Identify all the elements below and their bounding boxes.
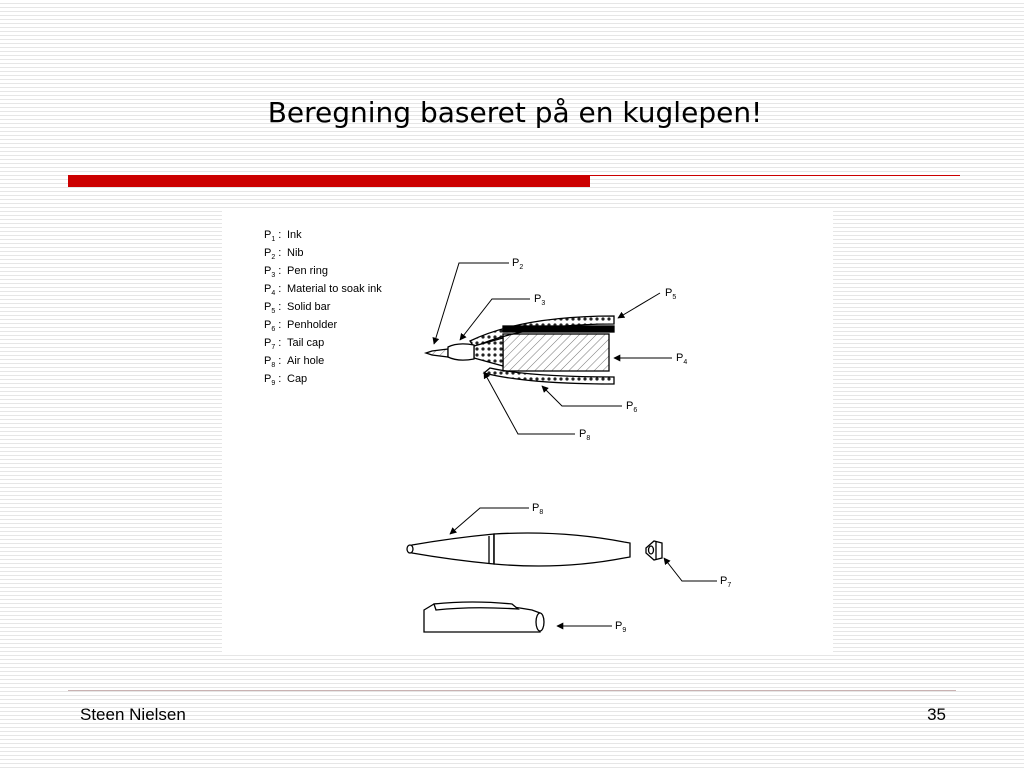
legend-label: Penholder	[287, 319, 338, 331]
pen-diagram	[222, 208, 833, 655]
svg-text:P8 :: $P_8$ :	[264, 355, 282, 369]
legend-label: Tail cap	[287, 337, 325, 349]
legend-item	[264, 337, 324, 351]
legend	[264, 229, 382, 387]
callout-p2: $P_2$	[512, 257, 524, 271]
solid-bar	[503, 326, 614, 332]
callout-p5: $P_5$	[665, 287, 677, 301]
legend-item	[264, 373, 307, 387]
legend-label: Cap	[287, 373, 308, 385]
nib	[426, 349, 448, 357]
svg-text:P6 :: $P_6$ :	[264, 319, 282, 333]
pen-cap	[424, 602, 544, 632]
legend-item	[264, 355, 324, 369]
svg-text:P7 :: $P_7$ :	[264, 337, 282, 351]
ink-soak-material	[503, 334, 609, 371]
legend-label: Material to soak ink	[287, 283, 382, 295]
pen-diagram-svg	[222, 208, 833, 655]
svg-text:P4 :: $P_4$ :	[264, 283, 282, 297]
title-underline-rule	[590, 175, 960, 176]
legend-label: Air hole	[287, 355, 325, 367]
pen-ring	[448, 344, 474, 360]
legend-item	[264, 319, 337, 333]
legend-item	[264, 229, 302, 243]
pen-body	[407, 533, 630, 566]
pen-cross-section	[426, 316, 614, 384]
svg-text:P2 :: $P_2$ :	[264, 247, 282, 261]
title-underline-bar	[68, 175, 590, 187]
svg-text:P5 :: $P_5$ :	[264, 301, 282, 315]
footer-rule	[68, 690, 956, 691]
callout-p3: $P_3$	[534, 293, 546, 307]
legend-label: Pen ring	[287, 265, 328, 277]
legend-item	[264, 301, 331, 315]
legend-label: Solid bar	[287, 301, 331, 313]
legend-label: Ink	[287, 229, 302, 241]
lower-callout-labels	[532, 502, 731, 634]
callout-p7: $P_7$	[720, 575, 732, 589]
svg-text:P3 :: $P_3$ :	[264, 265, 282, 279]
legend-item	[264, 265, 328, 279]
footer-author: Steen Nielsen	[80, 705, 186, 724]
svg-text:P9 :: $P_9$ :	[264, 373, 282, 387]
page-number: 35	[927, 705, 946, 724]
svg-text:P1 :: $P_1$ :	[264, 229, 282, 243]
legend-item	[264, 247, 304, 261]
callout-p8-body: $P_8$	[532, 502, 544, 516]
callout-p8: $P_8$	[579, 428, 591, 442]
legend-item	[264, 283, 382, 297]
slide-title: Beregning baseret på en kuglepen!	[267, 96, 763, 129]
callout-p4: $P_4$	[676, 352, 688, 366]
tail-cap	[646, 541, 662, 560]
callout-p9: $P_9$	[615, 620, 627, 634]
legend-label: Nib	[287, 247, 304, 259]
callout-p6: $P_6$	[626, 400, 638, 414]
